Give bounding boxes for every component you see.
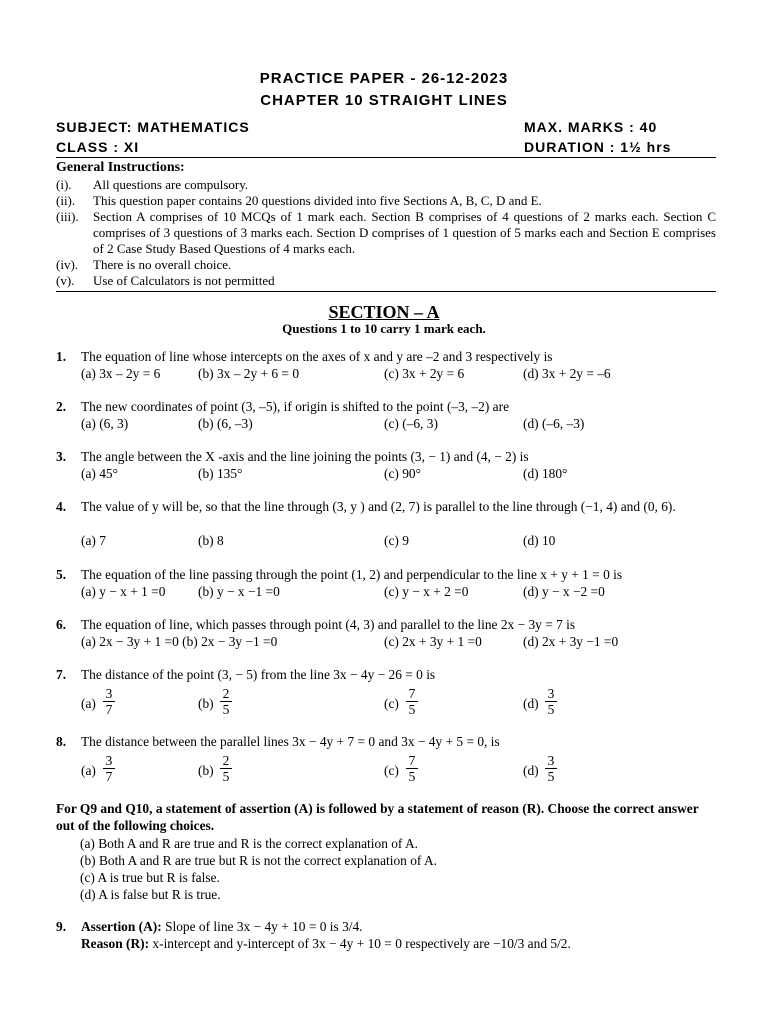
option-a: (a) 7 [81, 533, 106, 548]
question-text: The equation of line whose intercepts on the axes of x and y are –2 and 3 respectively is [81, 349, 553, 364]
option-c: (c) y − x + 2 =0 [384, 584, 469, 599]
option-d: (d) 10 [523, 533, 556, 548]
reason-line [81, 935, 716, 952]
fraction-denominator: 7 [105, 702, 113, 717]
assertion-reason-intro: For Q9 and Q10, a statement of assertion (A) is followed by a statement of reason (R). Choose the correct answer out of the following choices. [56, 801, 699, 833]
option-label: (c) [384, 696, 399, 711]
question-text: The distance between the parallel lines 3x − 4y + 7 = 0 and 3x − 4y + 5 = 0, is [81, 734, 500, 749]
assertion-text: Slope of line 3x − 4y + 10 = 0 is 3/4. [165, 919, 363, 934]
fraction-numerator: 3 [103, 686, 115, 702]
option-a: (a) y − x + 1 =0 [81, 584, 166, 599]
instructions-divider [56, 291, 716, 292]
fraction-numerator: 7 [406, 753, 418, 769]
question-text: The value of y will be, so that the line through (3, y ) and (2, 7) is parallel to the line through (−1, 4) and (0, 6). [81, 499, 676, 514]
question-text: The equation of the line passing through the point (1, 2) and perpendicular to the line x + y + 1 = 0 is [81, 567, 623, 582]
chapter-title: CHAPTER 10 STRAIGHT LINES [260, 92, 508, 109]
section-subtitle: Questions 1 to 10 carry 1 mark each. [282, 321, 486, 336]
question-number: 4. [56, 499, 67, 514]
max-marks-label: MAX. MARKS : 40 [524, 119, 658, 135]
instruction-number: (iv). [56, 257, 79, 272]
option-c: (c) 3x + 2y = 6 [384, 366, 465, 381]
assertion-label: Assertion (A): [81, 919, 162, 934]
fraction-denominator: 5 [222, 702, 230, 717]
option-label: (c) [384, 763, 399, 778]
fraction-numerator: 3 [103, 753, 115, 769]
option-label: (a) [81, 763, 96, 778]
option-a: (a) 3x – 2y = 6 [81, 366, 161, 381]
fraction-numerator: 3 [545, 686, 557, 702]
question-number: 5. [56, 567, 67, 582]
section-title: SECTION – A [328, 302, 440, 322]
option-label: (b) [198, 696, 214, 711]
option-c: (c) (–6, 3) [384, 416, 438, 431]
instruction-text: There is no overall choice. [93, 257, 232, 272]
reason-label: Reason (R): [81, 936, 150, 951]
option-label: (d) [523, 763, 539, 778]
option-a: (a) (6, 3) [81, 416, 129, 431]
fraction-denominator: 5 [408, 769, 416, 784]
reason-text: x-intercept and y-intercept of 3x − 4y + 10 = 0 respectively are −10/3 and 5/2. [152, 936, 571, 951]
option-a-b: (a) 2x − 3y + 1 =0 (b) 2x − 3y −1 =0 [81, 634, 278, 649]
instruction-item [56, 209, 716, 257]
question-number: 1. [56, 349, 67, 364]
option-c: (c) 2x + 3y + 1 =0 [384, 634, 482, 649]
option-c: (c) 9 [384, 533, 409, 548]
option-d: (d) (–6, –3) [523, 416, 585, 431]
instructions-title: General Instructions: [56, 160, 185, 175]
fraction-denominator: 5 [547, 702, 555, 717]
class-label: CLASS : XI [56, 139, 140, 155]
option-d: (d) 180° [523, 466, 568, 481]
option-b: (b) 135° [198, 466, 243, 481]
ar-choice-a: (a) Both A and R are true and R is the correct explanation of A. [80, 836, 419, 851]
ar-choice-b: (b) Both A and R are true but R is not the correct explanation of A. [80, 853, 438, 868]
option-c: (c) 90° [384, 466, 421, 481]
option-b: (b) y − x −1 =0 [198, 584, 280, 599]
ar-choice-c: (c) A is true but R is false. [80, 870, 220, 885]
instruction-number: (iii). [56, 209, 79, 224]
question-number: 6. [56, 617, 67, 632]
header-divider [56, 157, 716, 158]
option-label: (b) [198, 763, 214, 778]
question-text: The distance of the point (3, − 5) from the line 3x − 4y − 26 = 0 is [81, 667, 436, 682]
fraction-numerator: 7 [406, 686, 418, 702]
question-number: 3. [56, 449, 67, 464]
question-text: The equation of line, which passes through point (4, 3) and parallel to the line 2x − 3y = 7 is [81, 617, 576, 632]
option-b: (b) 3x – 2y + 6 = 0 [198, 366, 300, 381]
question-4 [56, 498, 716, 532]
ar-choice-d: (d) A is false but R is true. [80, 887, 221, 902]
fraction-numerator: 2 [220, 686, 232, 702]
option-d: (d) 3x + 2y = –6 [523, 366, 611, 381]
question-text: The angle between the X -axis and the line joining the points (3, − 1) and (4, − 2) is [81, 449, 529, 464]
instruction-text: Section A comprises of 10 MCQs of 1 mark each. Section B comprises of 4 questions of 2 marks each. Section C comprises of 3 questions of 3 marks each. Section D comprises of 1 question of 5 marks each and Section E comprises of 2 Case Study Based Questions of 4 marks each. [93, 209, 716, 256]
instruction-text: Use of Calculators is not permitted [93, 273, 275, 288]
question-text: The new coordinates of point (3, –5), if origin is shifted to the point (–3, –2) are [81, 399, 510, 414]
paper-title: PRACTICE PAPER - 26-12-2023 [259, 70, 509, 87]
option-label: (d) [523, 696, 539, 711]
fraction-denominator: 5 [547, 769, 555, 784]
question-number: 7. [56, 667, 67, 682]
question-number: 2. [56, 399, 67, 414]
fraction-numerator: 2 [220, 753, 232, 769]
option-d: (d) y − x −2 =0 [523, 584, 605, 599]
subject-label: SUBJECT: MATHEMATICS [56, 119, 250, 135]
option-b: (b) (6, –3) [198, 416, 253, 431]
option-a: (a) 45° [81, 466, 118, 481]
instruction-text: All questions are compulsory. [93, 177, 249, 192]
instruction-number: (v). [56, 273, 75, 288]
option-b: (b) 8 [198, 533, 224, 548]
fraction-numerator: 3 [545, 753, 557, 769]
assertion-line [81, 918, 716, 935]
question-number: 9. [56, 919, 67, 934]
instruction-number: (ii). [56, 193, 76, 208]
fraction-denominator: 5 [408, 702, 416, 717]
instruction-number: (i). [56, 177, 72, 192]
fraction-denominator: 5 [222, 769, 230, 784]
duration-label: DURATION : 1½ hrs [524, 139, 672, 155]
instruction-text: This question paper contains 20 questions divided into five Sections A, B, C, D and E. [93, 193, 542, 208]
question-number: 8. [56, 734, 67, 749]
option-d: (d) 2x + 3y −1 =0 [523, 634, 619, 649]
option-label: (a) [81, 696, 96, 711]
fraction-denominator: 7 [105, 769, 113, 784]
